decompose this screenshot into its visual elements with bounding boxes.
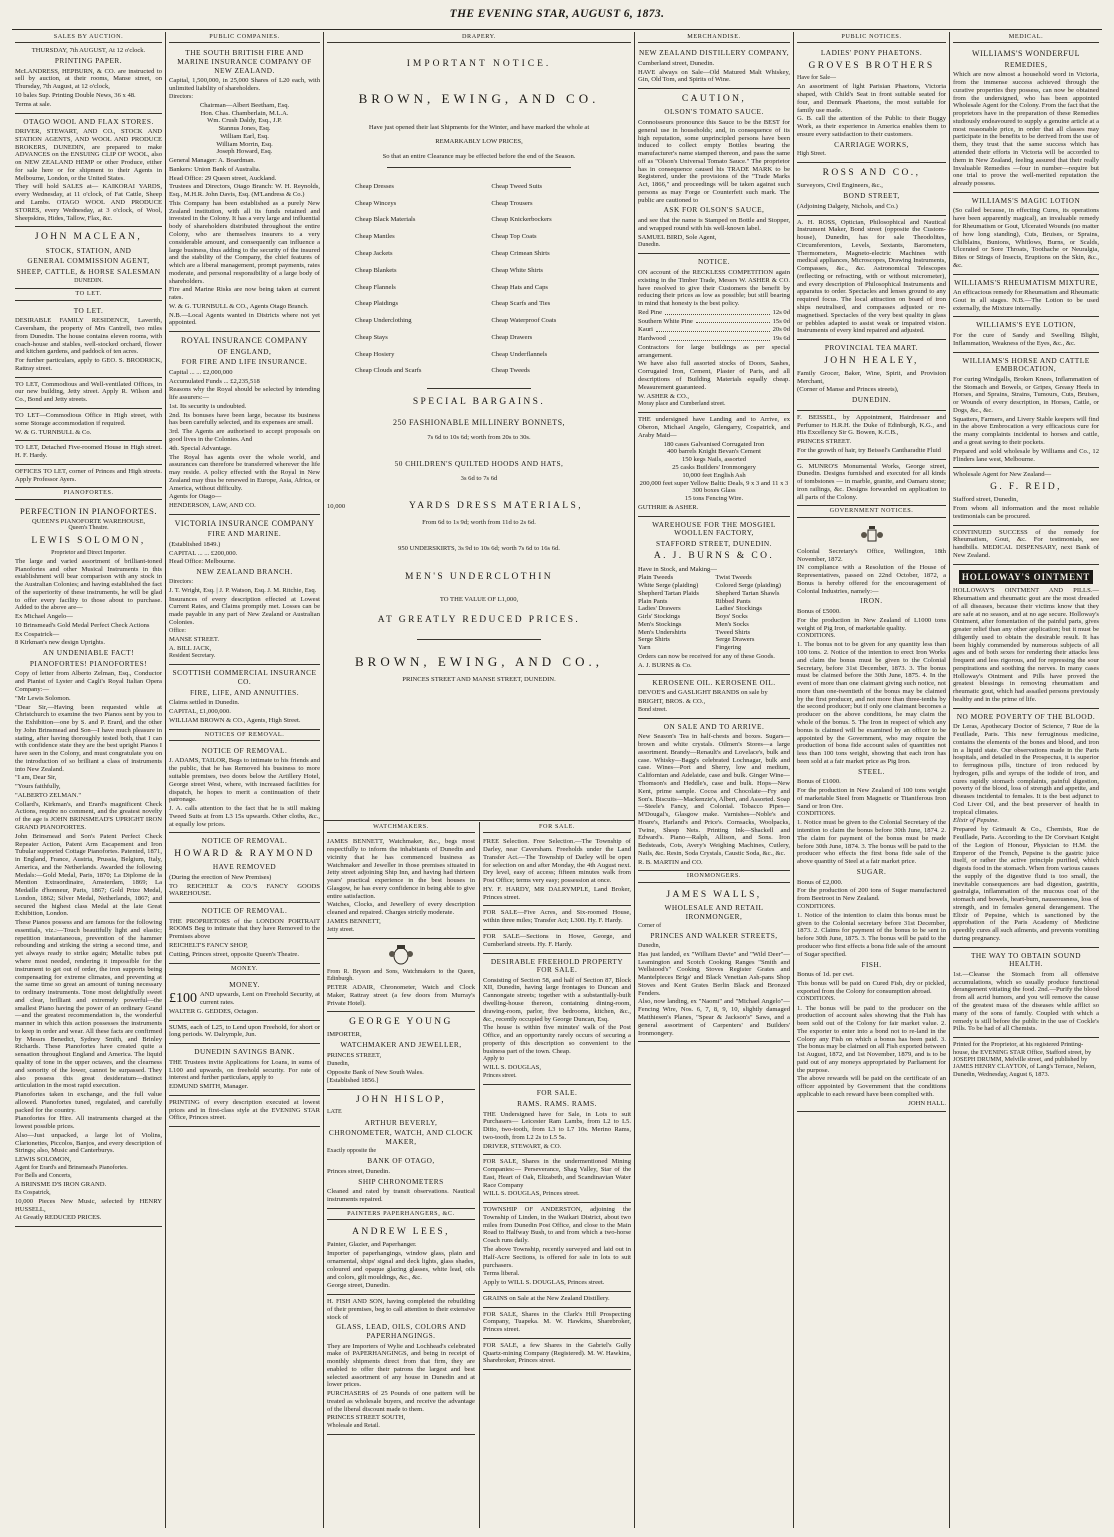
money-ad: MONEY. £100 AND upwards, Lent on Freehold Security, at current rates. WALTER G. GEDDES, Octagon.	[169, 977, 320, 1021]
drapery-bottom-rule	[324, 820, 634, 821]
column-1: SALES BY AUCTION. THURSDAY, 7th AUGUST, At 12 o'clock. PRINTING PAPER. McLANDRESS, HEPBURN, & CO. are instructed to sell by auction, at their rooms, Manse street, on Thursday, 7th August, at 12 o'clock, 10 bales Sup. Printing Double News, 36 x 48. Terms at sale. OTAGO WOOL AND FLAX STORES. DRIVER, STEWART, AND CO., STOCK AND STATION AGENTS, AND WOOL AND PRODUCE BROKERS, DUNEDIN, are prepared to make ADVANCES on the ENSUING CLIP OF WOOL, also on NEW ZEALAND HEMP or other Produce, either for sale here or for shipment to their Agents in Melbourne, London, or the United States. They will hold SALES at— KAIKORAI YARDS, every Wednesday, at 11 o'clock, of Fat Cattle, Sheep and Lambs. OTAGO WOOL AND PRODUCE STORES, every Wednesday, at 3 o'clock, of Wool, Sheepskins, Hides, Tallow, Flax, &c. JOHN MACLEAN, STOCK, STATION, AND GENERAL COMMISSION AGENT, SHEEP, CATTLE, & HORSE SALESMAN DUNEDIN. TO LET. TO LET. DESIRABLE FAMILY RESIDENCE, Laverith, Caversham, the property of Mrs Cantrell, two miles from Dunedin. The house contains eleven rooms, with coach-house and stables, well-stocked orchard, flower and kitchen gardens, and paddock of ten acres. For further particulars, apply to GEO. S. BRODRICK, Rattray street. TO LET, Commodious and Well-ventilated Offices, in our new building, Jetty street. Apply R. Wilson and Co., Bond and Jetty streets. TO LET—Commodious Office in High street, with some Storage accommodation if required. W. & G. TURNBULL & Co. TO LET, Detached Five-roomed House in High street. H. F. Hardy. OFFICES TO LET, corner of Princes and High streets. Apply Professor Ayers. PIANOFORTES. PERFECTION IN PIANOFORTES. QUEEN'S PIANOFORTE WAREHOUSE, Queen's Theatre. LEWIS SOLOMON, Proprietor and Direct Importer. The large and varied assortment of brilliant-toned Pianofortes and other Musical Instruments in this establishment will bear comparison with any stock in the Australian Colonies; and having established the fact of the superiority of these instruments, he will be glad to offer every facility to those about to purchase. Added to the above are— Ex Michael Angelo— 10 Brinsmead's Gold Medal Perfect Check Actions Ex Cospatrick— 8 Kirkman's new design Uprights. AN UNDENIABLE FACT! PIANOFORTES! PIANOFORTES! Copy of letter from Alberto Zelman, Esq., Conductor and Pianist of Lyster and Cagli's Royal Italian Opera Company:— "Mr Lewis Solomon. "Dear Sir,—Having been requested while at Christchurch to examine the two Pianos sent by you to the Exhibition—one by S. and P. Erard, and the other by John Brinsmead and Son—I have much pleasure in stating, after having thoroughly tested both, that I can with confidence state they are the best upright Pianos I have seen in the Colony, and must congratulate you on the introduction of so brilliant a class of instruments into New Zealand. "I am, Dear Sir, "Yours faithfully, "ALBERTO ZELMAN." Collard's, Kirkman's, and Erard's magnificent Check Actions, require no comment, and the greatest novelty of the age is JOHN BRINSMEAD'S UPRIGHT IRON GRAND PIANOFORTES. John Brinsmead and Son's Patent Perfect Check Repeater Action, Patent Arm Escapement and Iron Tubular supported Cottage Pianofortes. Patented, 1871, in England, France, Austria, Prussia, Belgium, Italy, America, and the Netherlands. Awarded the following Medals:—Gold Medal, Paris, 1870; La Diplome de la Mention Extraordinaire, Amsterdam, 1869; La Medaille d'honneur, Paris, 1867; Gold Prize Medal, London, 1862; Silver Medal, Netherlands, 1867; and secured the highest class Medal at the late Great Exhibition, London. These Pianos possess and are famous for the following essentials, viz.:—Touch beautifully light and elastic; repetition instantaneous, prevention of the hammer rebounding and striking the string a second time, and yet always ready to strike again; Metallic tubes put where most needed, rendering it impossible for the instrument to get out of order, the iron supports being compensating for extreme climates, and preventing at the same time so great an amount of tuning necessary to ordinary instruments. Tone most delightfully sweet and clear, brilliant and extremely powerful—the smallest Piano having the power of an ordinary Grand—and the greatest recommendation is, the wonderful manner in which this action possesses the instruments to keep in order and wear. All these facts are confirmed by Messrs Benedict, Sydney Smith, and Brinley Richards. These Pianofortes have created quite a sensation throughout England and America. The liquid quality of tone in the upper octaves, and the clearness and sonority of the lower, cannot be surpassed. They also possess this great desideratum—distinct articulation in the most rapid execution. Pianofortes taken in exchange, and the full value allowed. Pianofortes tuned, regulated, and carefully packed for the country. Pianofortes for Hire. All instruments charged at the lowest possible prices. Also—Just unpacked, a large lot of Violins, Clarionettes, Piccolos, Banjos, and every description of Strings; also, Music and Canterburys. LEWIS SOLOMON, Agent for Erard's and Brinsmead's Pianofortes. For Bells and Concerts, A BRINSME D'S IRON GRAND. Ex Cospatrick, 10,000 Pieces New Music, selected by HENRY HUSSELL, At Greatly REDUCED PRICES.	[12, 32, 165, 1528]
section-header: MERCHANDISE.	[638, 32, 790, 43]
holloway-banner: HOLLOWAY'S OINTMENT	[959, 570, 1093, 585]
scottish-insurance-ad: SCOTTISH COMMERCIAL INSURANCE CO. FIRE, LIFE, AND ANNUITIES. Claims settled in Dunedin. CAPITAL, £1,000,000. WILLIAM BROWN & CO., Agents, High Street.	[169, 665, 320, 729]
bennett-ad: JAMES BENNETT, Watchmaker, &c., begs most respectfully to inform the inhabitants of Dunedin and vicinity that he has commenced business as Watchmaker and Jeweller in those premises situated in Jetty street adjoining Ship Inn, and having had thirteen years' practical experience in the best houses in Glasgow, he has every confidence in being able to give entire satisfaction. Watches, Clocks, and Jewellery of every description cleaned and repaired. Charges strictly moderate. JAMES BENNETT, Jetty street.	[327, 835, 475, 939]
section-header: GOVERNMENT NOTICES.	[797, 506, 946, 517]
section-header: SALES BY AUCTION.	[15, 32, 162, 43]
merchandise-column	[635, 32, 793, 1528]
mining-shares-ad: FOR SALE, Shares in the undermentioned Mining Companies:— Perseverance, Shag Valley, Star of the East, Heart of Oak, Elizabeth, and Scandinavian Water Race Company WILL S. DOUGLAS, Princes street.	[483, 1155, 631, 1203]
section-header: TO LET.	[15, 289, 162, 300]
south-british-insurance-ad: THE SOUTH BRITISH FIRE AND MARINE INSURANCE COMPANY OF NEW ZEALAND. Capital, 1,500,000, in 25,000 Shares of L20 each, with unlimited liability of shareholders. Directors: Chairman—Albert Beetham, Esq. Hon. Chas. Chamberlain, M.L.A. Wm. Crush Daldy, Esq., J.P. Stannus Jones, Esq. William Earl, Esq. William Morrin, Esq. Joseph Howard, Esq. General Manager: A. Boardman. Bankers: Union Bank of Australia. Head Office: 29 Queen street, Auckland. Trustees and Directors, Otago Branch: W. H. Reynolds, Esq., M.H.R. John Davis, Esq. (M'Landress & Co.) This Company has been established as a purely New Zealand institution, with all its funds retained and invested in the Colony. It has a very large and influential body of shareholders distributed throughout the entire Colony, who are themselves insurers to a very considerable amount, and consequently can influence a large business, thus adding to the security of the insured and the stability of the Company, the chief features of which are a liberal management, prompt payments, rates moderate, and personal responsibility of a large body of shareholders. Fire and Marine Risks are now being taken at current rates. W. & G. TURNBULL & CO., Agents Otago Branch. N.B.—Local Agents wanted in Districts where not yet appointed.	[169, 45, 320, 332]
masthead	[0, 0, 1114, 26]
rams-ad: FOR SALE. RAMS. RAMS. RAMS. THE Undersigned have for Sale, in Lots to suit Purchasers— Leicester Ram Lambs, from L2 to L5. Ditto, two-tooth, from L3 to L7 10s. Merino Rams, two-tooth, from L2 2s to L5 5s. DRIVER, STEWART, & CO.	[483, 1085, 631, 1155]
magic-lotion-ad: WILLIAMS'S MAGIC LOTION (So called because, in effecting Cures, its operations have been apparently magical), an invaluable remedy for Rheumatism or Gout, Ulcerated Wounds (no matter of how long standing), Cuts, Bruises, or Sprains, Chilblains, Bunions, Whitlows, Burns, or Scalds, Ulcerated or Sore Throats, Toothache or Neuralgia, Bites or Stings of Insects, Eruptions on the Skin, &c., &c.	[953, 193, 1099, 275]
hislop-ad: JOHN HISLOP, LATE ARTHUR BEVERLY, CHRONOMETER, WATCH, AND CLOCK MAKER, Exactly opposite the BANK OF OTAGO, Princes street, Dunedin. SHIP CHRONOMETERS Cleaned and rated by transit observations. Nautical instruments repaired.	[327, 1090, 475, 1209]
government-crest-icon	[859, 525, 885, 545]
column-2: PUBLIC COMPANIES. THE SOUTH BRITISH FIRE AND MARINE INSURANCE COMPANY OF NEW ZEALAND. Capital, 1,500,000, in 25,000 Shares of L20 each, with unlimited liability of shareholders. Directors: Chairman—Albert Beetham, Esq. Hon. Chas. Chamberlain, M.L.A. Wm. Crush Daldy, Esq., J.P. Stannus Jones, Esq. William Earl, Esq. William Morrin, Esq. Joseph Howard, Esq. General Manager: A. Boardman. Bankers: Union Bank of Australia. Head Office: 29 Queen street, Auckland. Trustees and Directors, Otago Branch: W. H. Reynolds, Esq., M.H.R. John Davis, Esq. (M'Landress & Co.) This Company has been established as a purely New Zealand institution, with all its funds retained and invested in the Colony. It has a very large and influential body of shareholders distributed throughout the entire Colony, who are themselves insurers to a very considerable amount, and consequently can influence a large business, thus adding to the security of the insured and the stability of the Company, the chief features of which are a liberal management, prompt payments, rates moderate, and personal responsibility of a large body of shareholders. Fire and Marine Risks are now being taken at current rates. W. & G. TURNBULL & CO., Agents Otago Branch. N.B.—Local Agents wanted in Districts where not yet appointed. ROYAL INSURANCE COMPANY OF ENGLAND, FOR FIRE AND LIFE INSURANCE. Capital ... ... £2,000,000 Accumulated Funds ... £2,235,518 Reasons why the Royal should be selected by intending life assurers:— 1st. Its security is undoubted. 2nd. Its bonuses have been large, because its business has been carefully selected, and its expenses are small. 3rd. The Agents are authorised to accept proposals on good lives in the Colonies. And 4th. Special Advantage. The Royal has agents over the whole world, and assurances can therefore be transferred wherever the life may reside. A policy effected with the Royal in New Zealand may thus be renewed in Europe, Asia, Africa, or America, without difficulty. Agents for Otago— HENDERSON, LAW, AND CO. VICTORIA INSURANCE COMPANY FIRE AND MARINE. (Established 1849.) CAPITAL ... ... £200,000. Head Office: Melbourne. NEW ZEALAND BRANCH. Directors: J. T. Wright, Esq. | J. P. Watson, Esq. J. M. Ritchie, Esq. Insurances of every description effected at Lowest Current Rates, and Claims promptly met. Losses can be made payable in any part of New Zealand or Australian Colonies. Office: MANSE STREET. A. BILL JACK, Resident Secretary. SCOTTISH COMMERCIAL INSURANCE CO. FIRE, LIFE, AND ANNUITIES. Claims settled in Dunedin. CAPITAL, £1,000,000. WILLIAM BROWN & CO., Agents, High Street. NOTICES OF REMOVAL. NOTICE OF REMOVAL. J. ADAMS, TAILOR, Begs to intimate to his friends and the public, that he has Removed his business to more suitable premises, two doors below the Artillery Hotel, George street West, where, with increased facilities for dispatch, he hopes to merit a continuation of their patronage. J. A. calls attention to the fact that he is still making Tweed Suits at from L3 15s upwards. Other cloths, &c., at equally low prices. NOTICE OF REMOVAL. HOWARD & RAYMOND HAVE REMOVED (During the erection of New Premises) TO REICHELT & CO.'S FANCY GOODS WAREHOUSE. NOTICE OF REMOVAL. THE PROPRIETORS of the LONDON PORTRAIT ROOMS Beg to intimate that they have Removed to the Premises above REICHELT'S FANCY SHOP, Cutting, Princes street, opposite Queen's Theatre. MONEY. MONEY. £100 AND upwards, Lent on Freehold Security, at current rates. WALTER G. GEDDES, Octagon. SUMS, each of L25, to Lend upon Freehold, for short or long periods. W. Dalrymple, Jun. DUNEDIN SAVINGS BANK. THE Trustees invite Applications for Loans, in sums of L100 and upwards, on freehold security. For rate of interest and further particulars, apply to EDMUND SMITH, Manager. PRINTING of every description executed at lowest prices and in first-class style at the EVENING STAR Office, Princes street.	[166, 32, 323, 1528]
mosgiel-ad: WAREHOUSE FOR THE MOSGIEL WOOLLEN FACTORY, STAFFORD STREET, DUNEDIN. A. J. BURNS & CO. Have in Stock, and Making— Plain Tweeds Twist Tweeds White Serge (plaiding) Colored Serge (plaiding) Shepherd Tartan Plaids Shepherd Tartan Shawls Plain Pants Ribbed Pants Ladies' Drawers Ladies' Stockings Girls' Stockings Boys' Socks Men's Stockings Men's Socks Men's Undershirts Tweed Shirts Serge Shirts Serge Drawers Yarn Fingering Orders can now be received for any of these Goods. A. J. BURNS & Co.	[638, 517, 790, 675]
anderston-ad: TOWNSHIP OF ANDERSTON, adjoining the Township of Linden, in the Waikari District, about two miles from Dunedin Post Office, and close to the Main Road to Halfway Bush, to and from which a two-horse Coach runs daily. The above Township, recently surveyed and laid out in Half-Acre Sections, is offered for sale in lots to suit purchasers. Terms liberal. Apply to WILL S. DOUGLAS, Princes street.	[483, 1203, 631, 1292]
removal-howard: NOTICE OF REMOVAL. HOWARD & RAYMOND HAVE REMOVED (During the erection of New Premises) TO REICHELT & CO.'S FANCY GOODS WAREHOUSE.	[169, 833, 320, 903]
darley-ad: FREE Selection. Free Selection.—The Township of Darley, near Caversham. Freeholds under the Land Transfer Act.—The Township of Darley will be open for selection on and after Monday, the 4th August next. Dry level, easy of access; fifteen minutes walk from Post Office; terms very easy; possession at once. HY. F. HARDY, MR DALRYMPLE, Land Broker, Princes street.	[483, 835, 631, 906]
lees-ad: ANDREW LEES, Painter, Glazier, and Paperhanger. Importer of paperhangings, window glass, plain and ornamental, ships' signal and deck lights, glass shades, coloured and opaque glazing glasses, white lead, oils and colors, gilt mouldings, &c., &c. George street, Dunedin.	[327, 1222, 475, 1295]
for-sale-column: FOR SALE. FREE Selection. Free Selection.—The Township of Darley, near Caversham. Freeholds under the Land Transfer Act.—The Township of Darley will be open for selection on and after Monday, the 4th August next. Dry level, easy of access; fifteen minutes walk from Post Office; terms very easy; possession at once. HY. F. HARDY, MR DALRYMPLE, Land Broker, Princes street. FOR SALE—Five Acres, and Six-roomed House, within three miles; Transfer Act; L300. Hy. F. Hardy. FOR SALE—Sections in Howe, George, and Cumberland streets. Hy. F. Hardy. DESIRABLE FREEHOLD PROPERTY FOR SALE. Consisting of Section 58, and half of Section 87, Block XII, Dunedin, having large frontages to Duncan and Cannongate streets; together with a substantially-built dwelling-house thereon, containing dining-room, drawing-room, parlor, five bedrooms, kitchen, &c., &c., recently occupied by George Duncan, Esq. The house is within five minutes' walk of the Post Office, and an opportunity rarely occurs of securing a property of this description so convenient to the business part of the town. Cheap. Apply to WILL S. DOUGLAS, Princes street. FOR SALE. RAMS. RAMS. RAMS. THE Undersigned have for Sale, in Lots to suit Purchasers— Leicester Ram Lambs, from L2 to L5. Ditto, two-tooth, from L3 to L7 10s. Merino Rams, two-tooth, from L2 2s to L5 5s. DRIVER, STEWART, & CO. FOR SALE, Shares in the undermentioned Mining Companies:— Perseverance, Shag Valley, Star of the East, Heart of Oak, Elizabeth, and Scandinavian Water Race Company WILL S. DOUGLAS, Princes street. TOWNSHIP OF ANDERSTON, adjoining the Township of Linden, in the Waikari District, about two miles from Dunedin Post Office, and close to the Main Road to Halfway Bush, to and from which a two-horse Coach runs daily. The above Township, recently surveyed and laid out in Half-Acre Sections, is offered for sale in lots to suit purchasers. Terms liberal. Apply to WILL S. DOUGLAS, Princes street. GRAINS on Sale at the New Zealand Distillery. FOR SALE, Shares in the Clark's Hill Prospecting Company, Tuapeka. M. W. Hawkins, Sharebroker, Princes street. FOR SALE, a few Shares in the Gabriel's Gully Quartz-mining Company (Registered). M. W. Hawkins, Sharebroker, Princes street.	[480, 822, 634, 1528]
fish-ad: H. FISH AND SON, having completed the rebuilding of their premises, beg to call attention to their extensive stock of GLASS, LEAD, OILS, COLORS AND PAPERHANGINGS. They are Importers of Wylie and Lochhead's celebrated make of PAPERHANGINGS, and being in receipt of monthly shipments direct from that firm, they are enabled to offer their patrons the largest and best selected assortment of any house in Dunedin and at lower prices. PURCHASERS of 25 Pounds of one pattern will be treated as wholesale buyers, and receive the advantage of the liberal discount made to them. PRINCES STREET SOUTH, Wholesale and Retail.	[327, 1295, 475, 1435]
horse-embrocation-ad: WILLIAMS'S HORSE AND CATTLE EMBROCATION, For curing Windgalls, Broken Knees, Inflammation of the Stomach and Bowels, or Gripes, Greasy Heels in Horses, and Sprains, Strains, Tumours, Cuts, Bruises, or Wounds of every description, in Horses, Cattle, or Dogs, &c., &c. Squatters, Farmers, and Livery Stable keepers will find in the above Embrocation a very efficacious cure for the many complaints incidental to horses and cattle, and a great saving to their pockets. Prepared and sold wholesale by Williams and Co., 12 Flinders lane west, Melbourne.	[953, 353, 1099, 469]
section-header: PUBLIC NOTICES.	[797, 32, 946, 43]
section-header: WATCHMAKERS.	[327, 822, 475, 833]
distillery-ad: NEW ZEALAND DISTILLERY COMPANY, Cumberland street, Dunedin. HAVE always on Sale—Old Matured Malt Whiskey, Gin, Old Tom, and Spirits of Wine.	[638, 45, 790, 89]
freehold-ad: DESIRABLE FREEHOLD PROPERTY FOR SALE. Consisting of Section 58, and half of Section 87, Block XII, Dunedin, having large frontages to Duncan and Cannongate streets; together with a substantially-built dwelling-house thereon, containing dining-room, drawing-room, parlor, five bedrooms, kitchen, &c., &c., recently occupied by George Duncan, Esq. The house is within five minutes' walk of the Post Office, and an opportunity rarely occurs of securing a property of this description so convenient to the business part of the town. Cheap. Apply to WILL S. DOUGLAS, Princes street.	[483, 954, 631, 1086]
kerosene-ad: KEROSENE OIL. KEROSENE OIL. DEVOE'S and GASLIGHT BRANDS on sale by BRIGHT, BROS. & CO., Bond street.	[638, 675, 790, 719]
poverty-blood-ad: NO MORE POVERTY OF THE BLOOD. Dr Leras, Apothecary Doctor of Science, 7 Rue de la Feuillade, Paris. This new ferruginous medicine, contains the elements of the bones and blood, and iron in a liquid state. Our observations made in the Paris hospitals, and detailed in the Prospectus, it is superior to ferruginous pills, tincture of iron reduced by hydrogen, pills and syrups of the iodide of iron, and cures rapidly stomach complaints, painful digestion, poverty of the blood, loss of strength and appetite, and diseases incidental to females. It is the best adjunct to Cod Liver Oil, and the best preserver of health in tropical climates. Elixir of Pepsine. Prepared by Grimault & Co., Chemists, Rue de Feuillade, Paris. According to the Dr Corvisart Knight of the Legion of Honour, Physician to H.M. the Emperor of the French, Pepsine is the gastric juice itself, or rather the active principle purified, which digests food in the stomach. When from various causes the supply of the digestive fluid is too small, the inevitable consequences are bad digestion, gastritis, gastralgia, inflammation of the mucous coat of the stomach and bowels, heart-burn, nauseousness, loss of strength, and in females general derangement. The Elixir of Pepsine, which is sanctioned by the approbation of the Paris Academy of Medicine speedily cures all such ailments, and prevents vomiting during pregnancy.	[953, 709, 1099, 948]
brown-ewing-ad: IMPORTANT NOTICE. BROWN, EWING, AND CO. Have just opened their last Shipments for the Winter, and have marked the whole at REMARKABLY LOW PRICES, So that an entire Clearance may be effected before the end of the Season. Cheap Dresses Cheap Winceys Cheap Black Materials Cheap Mantles Cheap Jackets Cheap Blankets Cheap Flannels Cheap Plaidings Cheap Underclothing Cheap Stays Cheap Hosiery Cheap Clouds and Scarfs Cheap Tweed Suits Cheap Trousers Cheap Knickerbockers Cheap Top Coats Cheap Crimean Shirts Cheap White Shirts Cheap Hats and Caps Cheap Scarfs and Ties Cheap Waterproof Coats Cheap Drawers Cheap Underflannels Cheap Tweeds SPECIAL BARGAINS. 250 FASHIONABLE MILLINERY BONNETS, 7s 6d to 10s 6d; worth from 20s to 30s. 50 CHILDREN'S QUILTED HOODS AND HATS, 3s 6d to 7s 6d 10,000 YARDS DRESS MATERIALS, From 6d to 1s 9d; worth from 11d to 2s 6d. 950 UNDERSKIRTS, 3s 9d to 10s 6d; worth 7s 6d to 16s 6d. MEN'S UNDERCLOTHIN TO THE VALUE OF L1,000, AT GREATLY REDUCED PRICES. BROWN, EWING, AND CO., PRINCES STREET AND MANSE STREET, DUNEDIN.	[327, 59, 631, 683]
holloway-ad: HOLLOWAY'S OINTMENT HOLLOWAY'S OINTMENT AND PILLS.—Rheumatism and rheumatic gout are the most dreaded of all diseases, because their victims know that they are safe at no season, and at no age secure. Holloway's Ointment, after fomentation of the painful parts, gives greater relief than any other application; but it must be diligently used to obtain the desirable result. It has been highly commended by numerous subjects of all ages and of both sexes for rendering their attacks less frequent and less rigorous, and for repressing the sour perspirations and soothing the nerves. In many cases Holloway's Ointment and Pills have proved the greatest blessings in removing rheumatism and rheumatic gout, which had assailed persons previously healthy and in the prime of life.	[953, 565, 1099, 709]
auction-printing-paper: THURSDAY, 7th AUGUST, At 12 o'clock. PRINTING PAPER. McLANDRESS, HEPBURN, & CO. are instructed to sell by auction, at their rooms, Manse street, on Thursday, 7th August, at 12 o'clock, 10 bales Sup. Printing Double News, 36 x 48. Terms at sale.	[15, 45, 162, 113]
to-let-ads: TO LET. DESIRABLE FAMILY RESIDENCE, Laverith, Caversham, the property of Mrs Cantrell, two miles from Dunedin. The house contains eleven rooms, with coach-house and stables, well-stocked orchard, flower and kitchen gardens, and paddock of ten acres. For further particulars, apply to GEO. S. BRODRICK, Rattray street.	[15, 303, 162, 378]
removal-adams: NOTICE OF REMOVAL. J. ADAMS, TAILOR, Begs to intimate to his friends and the public, that he has Removed his business to more suitable premises, two doors below the Artillery Hotel, George street West, where, with increased facilities for dispatch, he hopes to merit a continuation of their patronage. J. A. calls attention to the fact that he is still making Tweed Suits at from L3 15s upwards. Other cloths, &c., at equally low prices.	[169, 743, 320, 834]
sound-health-ad: THE WAY TO OBTAIN SOUND HEALTH. 1st.—Cleanse the Stomach from all offensive accumulations, which so usually produce functional derangement vitiating the food. 2nd.—Purify the blood from all acrid humors, and you will remove the cause of the greatest mass of the diseases while afflict so many of the sons of family. Coupled with which a remedy is still before the public in the use of Cockle's Pills. To be had of all Chemists.	[953, 948, 1099, 1038]
munro-ad: G. MUNRO'S Monumental Works, George street, Dunedin. Designs furnished and executed for all kinds of tombstones — in marble, granite, and Oamaru stone; iron railings, &c. Designs forwarded on application to all parts of the Colony.	[797, 460, 946, 507]
royal-insurance-ad: ROYAL INSURANCE COMPANY OF ENGLAND, FOR FIRE AND LIFE INSURANCE. Capital ... ... £2,000,000 Accumulated Funds ... £2,235,518 Reasons why the Royal should be selected by intending life assurers:— 1st. Its security is undoubted. 2nd. Its bonuses have been large, because its business has been carefully selected, and its expenses are small. 3rd. The Agents are authorised to accept proposals on good lives in the Colonies. And 4th. Special Advantage. The Royal has agents over the whole world, and assurances can therefore be transferred wherever the life may reside. A policy effected with the Royal in New Zealand may thus be renewed in Europe, Asia, Africa, or America, without difficulty. Agents for Otago— HENDERSON, LAW, AND CO.	[169, 332, 320, 515]
optician-ad: A. H. ROSS, Optician, Philosophical and Nautical Instrument Maker, Bond street (opposite the Custom-house), Dunedin, has for sale Theodolites, Circumferentors, Levels, Sextants, Barometers, Thermometers, Magneto-electric Machines with medical appliances, Microscopes, Drawing Instruments, Compasses, &c., &c. Astronomical Telescopes (reflecting or refracting, with or without micrometer), and every description of Philosophical Instruments and apparatus to order. Spectacles and lenses ground to any required focus. The local attraction on board of iron ships neutralised, and compasses adjusted or re-magnetised. Spectacles of the very best quality in glass or pebbles adapted to assist weak or impaired vision. Instruments of every kind repaired and adjusted.	[797, 216, 946, 340]
beissel-ad: F. BEISSEL, by Appointment, Hairdresser and Perfumer to H.R.H. the Duke of Edinburgh, K.G., and His Excellency Sir G. Bowen, K.C.B., PRINCES STREET. For the growth of hair, try Beissel's Cantharadite Fluid	[797, 411, 946, 460]
section-header: PIANOFORTES.	[15, 488, 162, 499]
section-header: MEDICAL.	[953, 32, 1099, 43]
medical-column: MEDICAL. WILLIAMS'S WONDERFUL REMEDIES, Which are now almost a household word in Victoria, from the immense success achieved through the curative properties they possess, can now be obtained from the undersigned, who has been appointed Wholesale Agent for the Colony. From the fact that the proprietors have in the preparation of these Remedies studiously endeavoured to supply a genuine article at a most reasonable price, in order that all classes may participate in the benefits to be derived from the use of them, they trust that the same success which has attended their efforts in Victoria will be accorded to them in New Zealand, feeling assured that their really Invaluable Remedies —four in number—require but one trial to prove the well-merited reputation the already possess. WILLIAMS'S MAGIC LOTION (So called because, in effecting Cures, its operations have been apparently magical), an invaluable remedy for Rheumatism or Gout, Ulcerated Wounds (no matter of how long standing), Cuts, Bruises, or Sprains, Chilblains, Bunions, Whitlows, Burns, or Scalds, Ulcerated or Sore Throats, Toothache or Neuralgia, Bites or Stings of Insects, Eruptions on the Skin, &c., &c. WILLIAMS'S RHEUMATISM MIXTURE, An efficacious remedy for Rheumatism and Rheumatic Gout in all stages. N.B.—The Lotion to be used externally, the Mixture internally. WILLIAMS'S EYE LOTION, For the cure of Sandy and Swelling Blight, Inflammation, Weakness of the Eyes, &c., &c. WILLIAMS'S HORSE AND CATTLE EMBROCATION, For curing Windgalls, Broken Knees, Inflammation of the Stomach and Bowels, or Gripes, Greasy Heels in Horses, and Sprains, Strains, Tumours, Cuts, Bruises, or Wounds of every description, in Horses, Cattle, or Dogs, &c., &c. Squatters, Farmers, and Livery Stable keepers will find in the above Embrocation a very efficacious cure for the many complaints incidental to horses and cattle, and a great saving to their pockets. Prepared and sold wholesale by Williams and Co., 12 Flinders lane west, Melbourne. Wholesale Agent for New Zealand— G. F. REID, Stafford street, Dunedin, From whom all information and the most reliable testimonials can be procured. CONTINUED SUCCESS of the remedy for Rheumatism, Gout, &c. For testimonials, see handbills. MEDICAL DISPENSARY, next Bank of New Zealand. HOLLOWAY'S OINTMENT HOLLOWAY'S OINTMENT AND PILLS.—Rheumatism and rheumatic gout are the most dreaded of all diseases, because their victims know that they are safe at no season, and at no age secure. Holloway's Ointment, after fomentation of the painful parts, gives greater relief than any other application; but it must be diligently used to obtain the desirable result. It has been highly commended by numerous subjects of all ages and of both sexes for rendering their attacks less frequent and less rigorous, and for repressing the sour perspirations and soothing the nerves. In many cases Holloway's Ointment and Pills have proved the greatest blessings in removing rheumatism and rheumatic gout, which had assailed persons previously healthy and in the prime of life. NO MORE POVERTY OF THE BLOOD. Dr Leras, Apothecary Doctor of Science, 7 Rue de la Feuillade, Paris. This new ferruginous medicine, contains the elements of the bones and blood, and iron in a liquid state. Our observations made in the Paris hospitals, and detailed in the Prospectus, it is superior to ferruginous pills, tincture of iron reduced by hydrogen, pills and syrups of the iodide of iron, and cures rapidly stomach complaints, painful digestion, poverty of the blood, loss of strength and appetite, and diseases incidental to females. It is the best adjunct to Cod Liver Oil, and the best preserver of health in tropical climates. Elixir of Pepsine. Prepared by Grimault & Co., Chemists, Rue de Feuillade, Paris. According to the Dr Corvisart Knight of the Legion of Honour, Physician to H.M. the Emperor of the French, Pepsine is the gastric juice itself, or rather the active principle purified, which digests food in the stomach. When from various causes the supply of the digestive fluid is too small, the inevitable consequences are bad digestion, gastritis, gastralgia, inflammation of the mucous coat of the stomach and bowels, heart-burn, nauseousness, loss of strength, and in females general derangement. The Elixir of Pepsine, which is sanctioned by the approbation of the Paris Academy of Medicine speedily cures all such ailments, and prevents vomiting during pregnancy. THE WAY TO OBTAIN SOUND HEALTH. 1st.—Cleanse the Stomach from all offensive accumulations, which so usually produce functional derangement vitiating the food. 2nd.—Purify the blood from all acrid humors, and you will remove the cause of the greatest mass of the diseases while afflict so many of the sons of family. Coupled with which a remedy is still before the public in the use of Cockle's Pills. To be had of all Chemists. Printed for the Proprietor, at his registered Printing-house, the EVENING STAR Office, Stafford street, by JOSEPH DRUMM, Melville street, and published by JAMES HENRY CLAYTON, of Lang's Terrace, Nelson, Dunedin, Wednesday, August 6, 1873.	[953, 33, 1099, 1078]
groves-ad: LADIES' PONY PHAETONS. GROVES BROTHERS Have for Sale— An assortment of light Parisian Phaetons, Victoria shaped, with Child's Seat in front suitable seated for four, and Denmark Phaetons, the most suitable for family use made. G. B. call the attention of the Public to their Buggy Work, as their experience in America enables them to ensure every satisfaction to their customers. CARRIAGE WORKS, High Street.	[797, 45, 946, 163]
royal-crest-icon	[386, 944, 416, 966]
williams-remedies-ad: WILLIAMS'S WONDERFUL REMEDIES, Which are now almost a household word in Victoria, from the immense success achieved through the curative properties they possess, can now be obtained from the undersigned, who has been appointed Wholesale Agent for the Colony. From the fact that the proprietors have in the preparation of these Remedies studiously endeavoured to supply a genuine article at a most reasonable price, in order that all classes may participate in the benefits to be derived from the use of them, they trust that the same success which has attended their efforts in Victoria will be accorded to them in New Zealand, feeling assured that their really Invaluable Remedies —four in number—require but one trial to prove the well-merited reputation the already possess.	[953, 45, 1099, 193]
newspaper-title: THE EVENING STAR, AUGUST 6, 1873.	[449, 8, 665, 20]
adair-ad: From R. Bryson and Sons, Watchmakers to the Queen, Edinburgh. PETER ADAIR, Chronometer, Watch and Clock Maker, Rattray street (a few doors from Murray's Private Hotel).	[327, 939, 475, 1012]
on-sale-ad: ON SALE AND TO ARRIVE. New Season's Tea in half-chests and boxes. Sugars—brown and white crystals. Oilmen's Stores—a large assortment. Brandy—Renault's and Lovelace's, bulk and case. Whisky—Bagg's celebrated Lochnagar, bulk and case. Wines—Port and Sherry, low and medium, Californian and Adelaide, case and bulk. Ginger Wine—Thomson's and Heddle's, case and bulk. Hops—New Kent, prime sample. Cocoa and Chocolate—Fry and Son's. Biscuits—Mackenzie's, Albert, and Assorted. Soap—Steele's Fancy, and Colonial. Tobacco Pipes—M'Dougal's, Glasgow make. Varnishes—Noble's and Hoare's, Harland's and Price's. Cornsacks, Woolpacks, Twine, Sheep Nets. Printing Ink—Shackell and Edward's. Piano—Ralph, Allison, and Sons. Iron Bedsteads, Cots, Avery's Weighing Machines, Cutlery, Nails, &c. Resin, Soda Crystals, Caustic Soda, &c., &c. R. B. MARTIN and CO.	[638, 719, 790, 872]
watchmakers-column	[324, 822, 478, 1528]
eye-lotion-ad: WILLIAMS'S EYE LOTION, For the cure of Sandy and Swelling Blight, Inflammation, Weakness of the Eyes, &c., &c.	[953, 317, 1099, 352]
firm-name: BROWN, EWING, AND CO.	[358, 90, 600, 106]
victoria-insurance-ad: VICTORIA INSURANCE COMPANY FIRE AND MARINE. (Established 1849.) CAPITAL ... ... £200,000. Head Office: Melbourne. NEW ZEALAND BRANCH. Directors: J. T. Wright, Esq. | J. P. Watson, Esq. J. M. Ritchie, Esq. Insurances of every description effected at Lowest Current Rates, and Claims promptly met. Losses can be made payable in any part of New Zealand or Australian Colonies. Office: MANSE STREET. A. BILL JACK, Resident Secretary.	[169, 515, 320, 666]
savings-bank-ad: DUNEDIN SAVINGS BANK. THE Trustees invite Applications for Loans, in sums of L100 and upwards, on freehold security. For rate of interest and further particulars, apply to EDMUND SMITH, Manager.	[169, 1044, 320, 1096]
olsons-sauce-ad: CAUTION, OLSON'S TOMATO SAUCE. Connoisseurs pronounce this Sauce to be the BEST for general use in households; and, in consequence of its high reputation, some unprincipled persons have been induced to collect empty Bottles bearing the manufacturer's name stamped thereon, and pass the same off as "Olson's Universal Tomato Sauce." The proprietor has in consequence caused his TRADE MARK to be Registered, under the provisions of the "Trade Marks Act, 1866," and proceedings will be taken against such persons as may Forge or Counterfeit such mark. The public are cautioned to ASK FOR OLSON'S SAUCE, and see that the name is Stamped on Bottle and Stopper, and wrapped round with his well-known label. SAMUEL BIRD, Sole Agent, Dunedin.	[638, 89, 790, 254]
section-header: PUBLIC COMPANIES.	[169, 32, 320, 43]
reid-agent-ad: Wholesale Agent for New Zealand— G. F. REID, Stafford street, Dunedin, From whom all information and the most reliable testimonials can be procured.	[953, 468, 1099, 525]
drapery-column	[324, 32, 634, 822]
section-header: DRAPERY.	[327, 32, 631, 43]
walls-ad: JAMES WALLS, WHOLESALE AND RETAIL IRONMONGER, Corner of PRINCES AND WALKER STREETS, Dunedin, Has just landed, ex "William Davie" and "Wild Deer"— Leamington and Scotch Cooking Ranges "Smith and Wellstood's" Cooking Stoves Register Grates and Mantelpieces Brigs' and Black Venetian Ash-pans Shop Stoves and Kent Grates Berlin Black and Bronzed Fenders. Also, now landing, ex "Naomi" and "Michael Angelo"— Fencing Wire, Nos. 6, 7, 8, 9, 10, slightly damaged Matthiesen's Planes, "Spear & Jackson's" Saws, and a general assortment of Carpenters' and Builders' Ironmongery.	[638, 885, 790, 1043]
public-notices-column	[794, 32, 949, 1528]
government-bonus-notice: Colonial Secretary's Office, Wellington, 18th November, 1872. IN compliance with a Resolution of the House of Representatives, passed on 22nd October, 1872, a Bonus is hereby offered for the encouragement of Colonial Industries, namely:— IRON. Bonus of £5000. For the production in New Zealand of L1000 tons weight of Pig Iron, of marketable quality. CONDITIONS. 1. The bonus not to be given for any quantity less than 100 tons. 2. Notice of the intention to erect Iron Works and claim the bonus must be given to the Colonial Secretary, before 31st December, 1873. 3. The bonus must be claimed before the 30th June, 1875. 4. In the event of more than one claimant giving such notice, not more than one-twentieth of the bonus may be claimed by the first producer, and not more than three-tenths by the second producer; but if only one claimant becomes a producer on the above conditions, he may claim the whole of the bonus. 5. The Iron in respect of which any bonus is claimed will be examined by an officer to be appointed by the Government, who may require the production of bona fide account sales of quantities not less than 100 tons weight, showing that each iron has been sold at a fair market price as Pig Iron. STEEL. Bonus of £1000. For the production in New Zealand of 100 tons weight of marketable Steel from Magnetic or Titaniferous Iron Sand or Iron Ore. CONDITIONS. 1. Notice must be given to the Colonial Secretary of the intention to claim the bonus before 30th June, 1874. 2. The claim for payment of the bonus must be made before 30th June, 1874. 3. The bonus will be paid to the producer who effects the first bona fide sale of the above quantity of Steel at a fair market price. SUGAR. Bonus of £2,000. For the production of 200 tons of Sugar manufactured from Beetroot in New Zealand. CONDITIONS. 1. Notice of the intention to claim this bonus must be given to the Colonial secretary before 31st December, 1873. 2. Claims for payment of the bonus to be sent in before 30th June, 1875. 3. The bonus will be paid to the producer who first effects a bona fide sale of the amount of Sugar specified. FISH. Bonus of 1d. per cwt. This bonus will be paid on Cured Fish, dry or pickled, exported from the Colony for consumption abroad. CONDITIONS. 1. The bonus will be paid to the producer on the production of account sales showing that the Fish has been sold out of the Colony for fair market value. 2. The exporter to enter into a bond not to re-land in the Colony any Fish on which a bonus has been paid. 3. The bonus may be claimed on all Fish exported between 1st August, 1872, and 1st November, 1879, and is to be paid out of any moneys appropriated by Parliament for the purpose. The above rewards will be paid on the certificate of an officer appointed by Government that the conditions applicable to each reward have been complied with. JOHN HALL.	[797, 520, 946, 1113]
section-header: PAINTERS PAPERHANGERS, &C.	[327, 1209, 475, 1220]
cheap-goods-list: Cheap Dresses Cheap Winceys Cheap Black Materials Cheap Mantles Cheap Jackets Cheap Blankets Cheap Flannels Cheap Plaidings Cheap Underclothing Cheap Stays Cheap Hosiery Cheap Clouds and Scarfs Cheap Tweed Suits Cheap Trousers Cheap Knickerbockers Cheap Top Coats Cheap Crimean Shirts Cheap White Shirts Cheap Hats and Caps Cheap Scarfs and Ties Cheap Waterproof Coats Cheap Drawers Cheap Underflannels Cheap Tweeds	[355, 182, 557, 375]
directors-list: Chairman—Albert Beetham, Esq. Hon. Chas. Chamberlain, M.L.A. Wm. Crush Daldy, Esq., J.P. Stannus Jones, Esq. William Earl, Esq. William Morrin, Esq. Joseph Howard, Esq.	[199, 101, 290, 156]
young-ad: GEORGE YOUNG IMPORTER, WATCHMAKER AND JEWELLER, PRINCES STREET, Dunedin, Opposite Bank of New South Wales. [Established 1856.]	[327, 1012, 475, 1090]
removal-london: NOTICE OF REMOVAL. THE PROPRIETORS of the LONDON PORTRAIT ROOMS Beg to intimate that they have Removed to the Premises above REICHELT'S FANCY SHOP, Cutting, Princes street, opposite Queen's Theatre.	[169, 903, 320, 963]
ross-ad: ROSS AND CO., Surveyors, Civil Engineers, &c., BOND STREET, (Adjoining Dalgety, Nichols, and Co.)	[797, 163, 946, 215]
asher-timber-ad: NOTICE. ON account of the RECKLESS COMPETITION again existing in the Timber Trade, Messrs W. ASHER & CO. have resolved to give their Customers the benefit by reducing their prices as low as possible; but still bearing in mind that honesty is the best policy. Red Pine 12s 0d Southern White Pine 15s 0d Kauri 20s 0d Hardwood 19s 6d Contractors for large buildings as per special arrangement. We have also full assorted stocks of Doors, Sashes, Corrugated Iron, Cement, Plaster of Paris, and all descriptions of Building Materials equally cheap. Measurement guaranteed. W. ASHER & CO., Moray place and Cumberland street.	[638, 254, 790, 413]
section-header: IRONMONGERS.	[638, 871, 790, 882]
section-header: FOR SALE.	[483, 822, 631, 833]
pianoforte-ad: PERFECTION IN PIANOFORTES. QUEEN'S PIANOFORTE WAREHOUSE, Queen's Theatre. LEWIS SOLOMON, Proprietor and Direct Importer. The large and varied assortment of brilliant-toned Pianofortes and other Musical Instruments in this establishment will bear comparison with any stock in the Australian Colonies; and having established the fact of the superiority of these instruments, he will be glad to offer every facility to those about to purchase. Added to the above are— Ex Michael Angelo— 10 Brinsmead's Gold Medal Perfect Check Actions Ex Cospatrick— 8 Kirkman's new design Uprights. AN UNDENIABLE FACT! PIANOFORTES! PIANOFORTES! Copy of letter from Alberto Zelman, Esq., Conductor and Pianist of Lyster and Cagli's Royal Italian Opera Company:— "Mr Lewis Solomon. "Dear Sir,—Having been requested while at Christchurch to examine the two Pianos sent by you to the Exhibition—one by S. and P. Erard, and the other by John Brinsmead and Son—I have much pleasure in stating, after having thoroughly tested both, that I can with confidence state they are the best upright Pianos I have seen in the Colony, and must congratulate you on the introduction of so brilliant a class of instruments into New Zealand. "I am, Dear Sir, "Yours faithfully, "ALBERTO ZELMAN." Collard's, Kirkman's, and Erard's magnificent Check Actions, require no comment, and the greatest novelty of the age is JOHN BRINSMEAD'S UPRIGHT IRON GRAND PIANOFORTES. John Brinsmead and Son's Patent Perfect Check Repeater Action, Patent Arm Escapement and Iron Tubular supported Cottage Pianofortes. Patented, 1871, in England, France, Austria, Prussia, Belgium, Italy, America, and the Netherlands. Awarded the following Medals:—Gold Medal, Paris, 1870; La Diplome de la Mention Extraordinaire, Amsterdam, 1869; La Medaille d'honneur, Paris, 1867; Gold Prize Medal, London, 1862; Silver Medal, Netherlands, 1867; and secured the highest class Medal at the late Great Exhibition, London. These Pianos possess and are famous for the following essentials, viz.:—Touch beautifully light and elastic; repetition instantaneous, prevention of the hammer rebounding and striking the string a second time, and yet always ready to strike again; Metallic tubes put where most needed, rendering it impossible for the instrument to get out of order, the iron supports being compensating for extreme climates, and preventing at the same time so great an amount of tuning necessary to ordinary instruments. Tone most delightfully sweet and clear, brilliant and extremely powerful—the smallest Piano having the power of an ordinary Grand—and the greatest recommendation is, the wonderful manner in which this action possesses the instruments to keep in order and wear. All these facts are confirmed by Messrs Benedict, Sydney Smith, and Brinley Richards. These Pianofortes have created quite a sensation throughout England and America. The liquid quality of tone in the upper octaves, and the clearness and sonority of the lower, cannot be surpassed. They also possess this great desideratum—distinct articulation in the most rapid execution. Pianofortes taken in exchange, and the full value allowed. Pianofortes tuned, regulated, and carefully packed for the country. Pianofortes for Hire. All instruments charged at the lowest possible prices. Also—Just unpacked, a large lot of Violins, Clarionettes, Piccolos, Banjos, and every description of Strings; also, Music and Canterburys. LEWIS SOLOMON, Agent for Erard's and Brinsmead's Pianofortes. For Bells and Concerts, A BRINSME D'S IRON GRAND. Ex Cospatrick, 10,000 Pieces New Music, selected by HENRY HUSSELL, At Greatly REDUCED PRICES.	[15, 502, 162, 1228]
printer-imprint: Printed for the Proprietor, at his registered Printing-house, the EVENING STAR Office, Stafford street, by JOSEPH DRUMM, Melville street, and published by JAMES HENRY CLAYTON, of Lang's Terrace, Nelson, Dunedin, Wednesday, August 6, 1873.	[953, 1041, 1096, 1078]
maclean-ad: JOHN MACLEAN, STOCK, STATION, AND GENERAL COMMISSION AGENT, SHEEP, CATTLE, & HORSE SALESMAN DUNEDIN.	[15, 227, 162, 289]
rheumatism-mixture-ad: WILLIAMS'S RHEUMATISM MIXTURE, An efficacious remedy for Rheumatism and Rheumatic Gout in all stages. N.B.—The Lotion to be used externally, the Mixture internally.	[953, 275, 1099, 318]
guthrie-asher-ad: THE undersigned have Landing and to Arrive, ex Oberon, Michael Angelo, Glengarry, Cospatrick, and Araby Maid— 180 cases Galvanised Corrugated Iron 400 barrels Knight Bevan's Cement 150 kegs Nails, assorted 25 casks Builders' Ironmongery 10,000 feet English Ash 200,000 feet super Yellow Baltic Deals, 9 x 3 and 11 x 3 300 boxes Glass 15 tons Fencing Wire. GUTHRIE & ASHER.	[638, 413, 790, 516]
healey-ad: PROVINCIAL TEA MART. JOHN HEALEY, Family Grocer, Baker, Wine, Spirit, and Provision Merchant, (Corner of Manse and Princes streets), DUNEDIN.	[797, 340, 946, 411]
firm-name-2: BROWN, EWING, AND CO.,	[355, 653, 603, 669]
top-rule	[12, 29, 1102, 30]
section-header: MONEY.	[169, 964, 320, 975]
section-header: NOTICES OF REMOVAL.	[169, 730, 320, 741]
wool-stores-ad: OTAGO WOOL AND FLAX STORES. DRIVER, STEWART, AND CO., STOCK AND STATION AGENTS, AND WOOL AND PRODUCE BROKERS, DUNEDIN, are prepared to make ADVANCES on the ENSUING CLIP OF WOOL, also on NEW ZEALAND HEMP or other Produce, either for sale here or for shipment to their Agents in Melbourne, London, or the United States. They will hold SALES at— KAIKORAI YARDS, every Wednesday, at 11 o'clock, of Fat Cattle, Sheep and Lambs. OTAGO WOOL AND PRODUCE STORES, every Wednesday, at 3 o'clock, of Wool, Sheepskins, Hides, Tallow, Flax, &c.	[15, 114, 162, 228]
